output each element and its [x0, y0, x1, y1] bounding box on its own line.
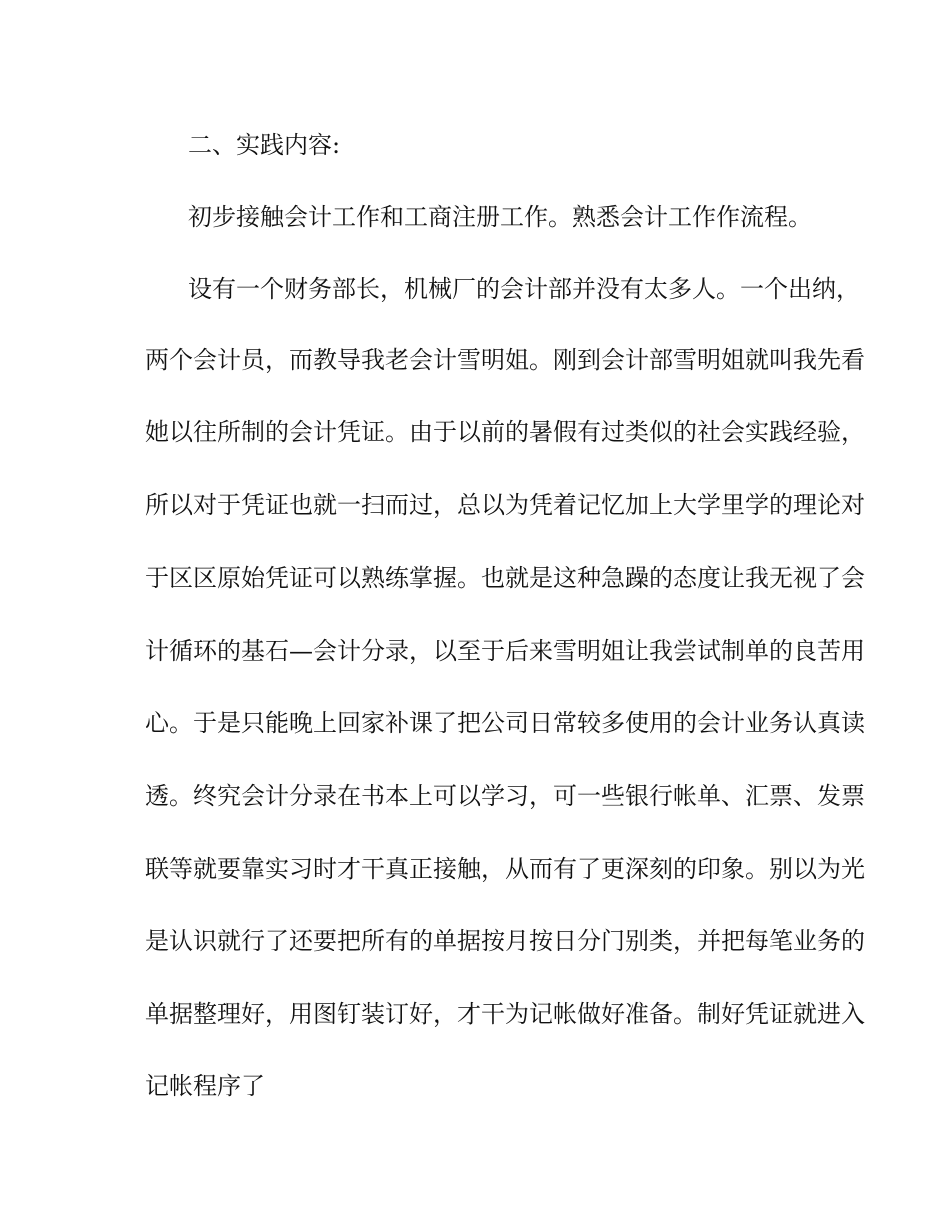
paragraph-line: 是认识就行了还要把所有的单据按月按日分门别类，并把每笔业务的	[145, 927, 865, 955]
paragraph-line: 心。于是只能晚上回家补课了把公司日常较多使用的会计业务认真读	[145, 709, 865, 737]
paragraph-line: 透。终究会计分录在书本上可以学习，可一些银行帐单、汇票、发票	[145, 782, 865, 810]
intro-line: 初步接触会计工作和工商注册工作。熟悉会计工作作流程。	[188, 203, 812, 231]
paragraph-line: 单据整理好，用图钉装订好，才干为记帐做好准备。制好凭证就进入	[145, 1000, 865, 1028]
paragraph-line: 计循环的基石—会计分录，以至于后来雪明姐让我尝试制单的良苦用	[145, 637, 865, 665]
paragraph-line: 联等就要靠实习时才干真正接触，从而有了更深刻的印象。别以为光	[145, 855, 865, 883]
section-heading: 二、实践内容:	[188, 131, 341, 159]
paragraph-line: 于区区原始凭证可以熟练掌握。也就是这种急躁的态度让我无视了会	[145, 564, 865, 592]
paragraph-line: 记帐程序了	[145, 1072, 265, 1100]
paragraph-line: 她以往所制的会计凭证。由于以前的暑假有过类似的社会实践经验，	[145, 418, 865, 446]
paragraph-line: 所以对于凭证也就一扫而过，总以为凭着记忆加上大学里学的理论对	[145, 491, 865, 519]
paragraph-line: 设有一个财务部长，机械厂的会计部并没有太多人。一个出纳，	[188, 275, 860, 303]
paragraph-line: 两个会计员，而教导我老会计雪明姐。刚到会计部雪明姐就叫我先看	[145, 346, 865, 374]
